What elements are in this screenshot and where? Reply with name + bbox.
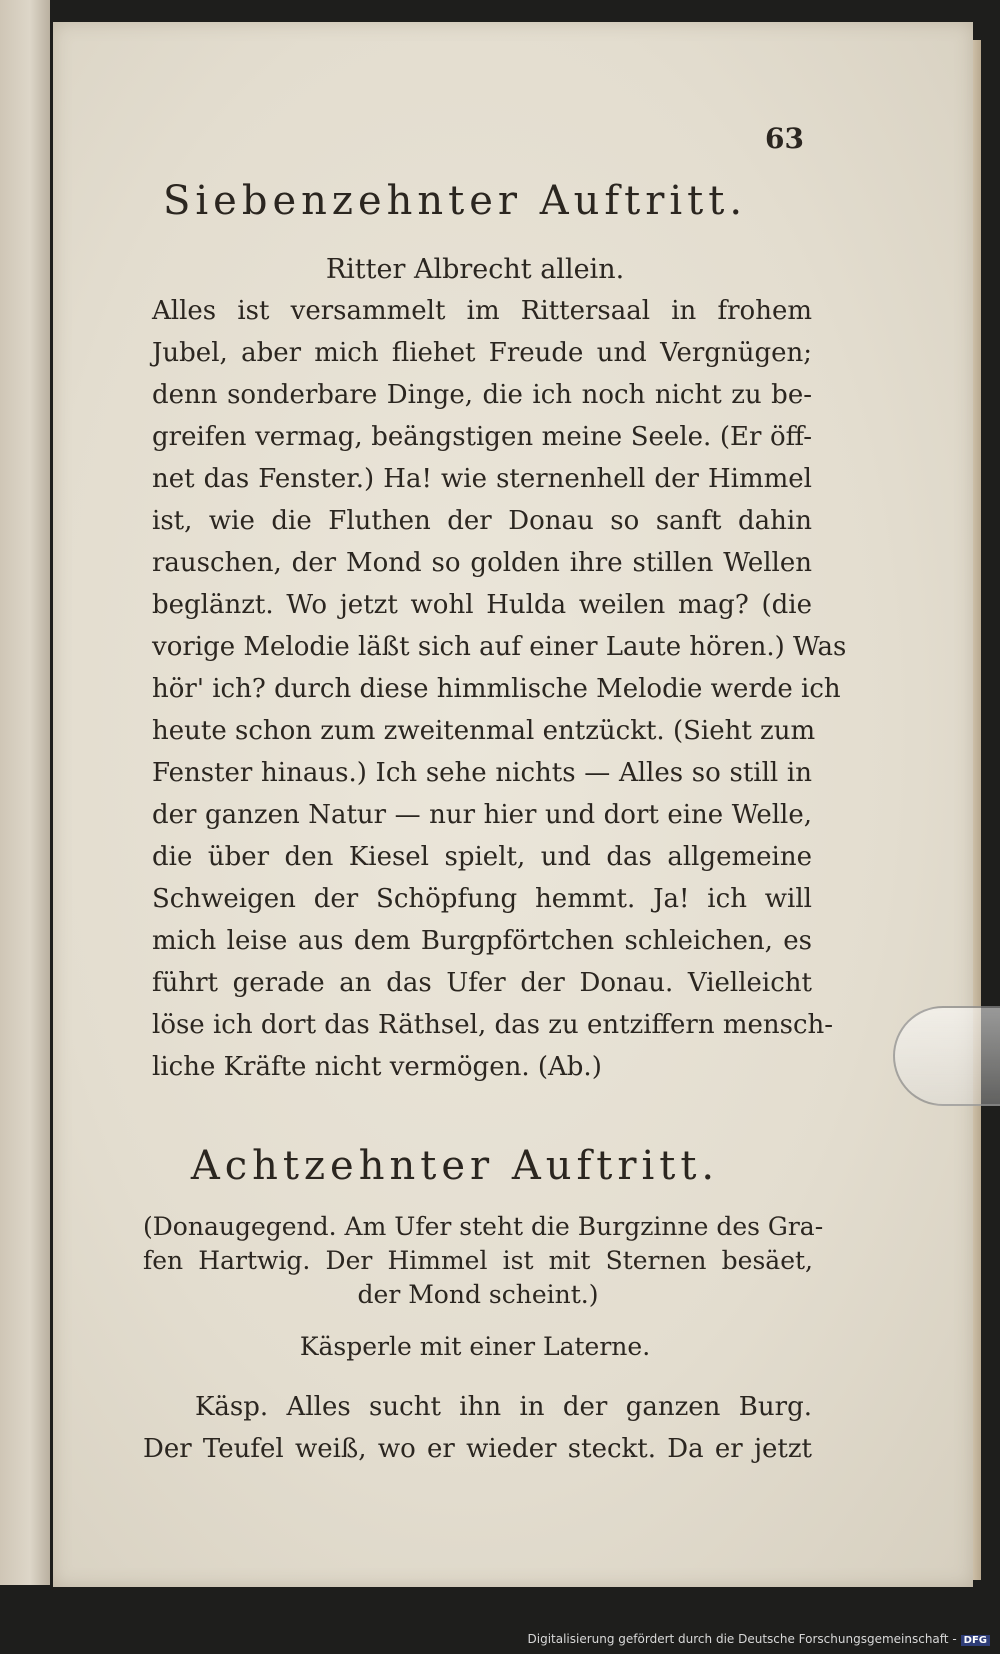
text-line: heute schon zum zweitenmal entzückt. (Sieht zum	[152, 716, 816, 746]
text-line: vorige Melodie läßt sich auf einer Laute hören.) Was	[152, 632, 847, 662]
text-line: mich leise aus dem Burgpförtchen schleichen, es	[152, 926, 812, 956]
text-line: Alles ist versammelt im Rittersaal in frohem	[152, 296, 812, 326]
text-line: ist, wie die Fluthen der Donau so sanft dahin	[152, 506, 812, 536]
scene-18-characters: Käsperle mit einer Laterne.	[299, 1332, 651, 1361]
text-line: die über den Kiesel spielt, und das allgemeine	[152, 842, 812, 872]
stage-direction-line: fen Hartwig. Der Himmel ist mit Sternen besäet,	[143, 1246, 813, 1275]
page-clip	[893, 1006, 1000, 1106]
dfg-logo-badge: DFG	[961, 1635, 990, 1646]
text-line: liche Kräfte nicht vermögen. (Ab.)	[152, 1052, 602, 1082]
text-line: Fenster hinaus.) Ich sehe nichts — Alles so still in	[152, 758, 812, 788]
text-line: der ganzen Natur — nur hier und dort eine Welle,	[152, 800, 812, 830]
footer-text: Digitalisierung gefördert durch die Deutsche Forschungsgemeinschaft -	[527, 1632, 957, 1646]
scene-18-title: Achtzehnter Auftritt.	[190, 1143, 720, 1189]
page-stack-edge	[973, 40, 981, 1580]
text-line: Der Teufel weiß, wo er wieder steckt. Da er jetzt	[143, 1434, 812, 1464]
text-line: greifen vermag, beängstigen meine Seele. (Er öff-	[152, 422, 812, 452]
page-number: 63	[765, 122, 804, 155]
text-line: Schweigen der Schöpfung hemmt. Ja! ich will	[152, 884, 812, 914]
stage-direction-line: der Mond scheint.)	[357, 1280, 599, 1309]
text-line: Käsp. Alles sucht ihn in der ganzen Burg.	[195, 1392, 812, 1422]
footer-credit	[528, 1632, 991, 1646]
stage-direction-line: (Donaugegend. Am Ufer steht die Burgzinne des Gra-	[143, 1212, 824, 1241]
scene-17-title: Siebenzehnter Auftritt.	[162, 178, 748, 224]
text-line: Jubel, aber mich fliehet Freude und Vergnügen;	[152, 338, 812, 368]
text-line: führt gerade an das Ufer der Donau. Vielleicht	[152, 968, 812, 998]
text-line: löse ich dort das Räthsel, das zu entziffern mensch-	[152, 1010, 834, 1040]
facing-page-edge	[0, 0, 50, 1585]
text-line: hör' ich? durch diese himmlische Melodie werde ich	[152, 674, 841, 704]
scene-17-characters: Ritter Albrecht allein.	[325, 254, 625, 285]
text-line: net das Fenster.) Ha! wie sternenhell der Himmel	[152, 464, 812, 494]
text-line: rauschen, der Mond so golden ihre stillen Wellen	[152, 548, 812, 578]
text-line: denn sonderbare Dinge, die ich noch nicht zu be-	[152, 380, 812, 410]
text-line: beglänzt. Wo jetzt wohl Hulda weilen mag? (die	[152, 590, 812, 620]
